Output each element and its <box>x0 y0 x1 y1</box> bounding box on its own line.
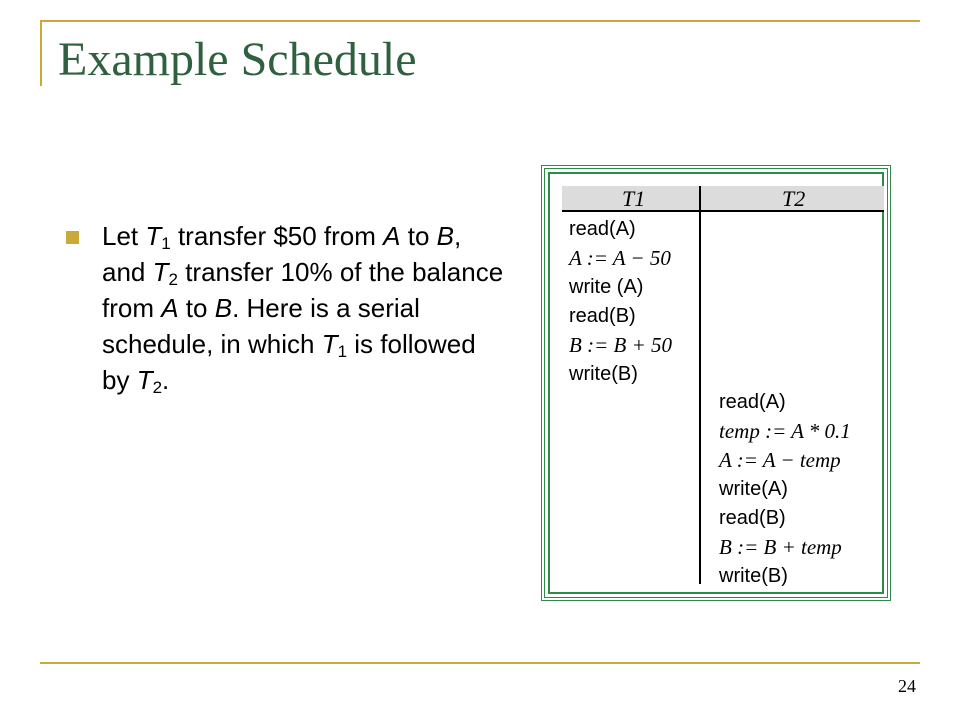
operation: write(B) <box>719 565 788 587</box>
operation: read(A) <box>569 218 636 240</box>
operation: write(A) <box>719 478 788 500</box>
left-border-line <box>40 20 42 86</box>
operation: B := B + 50 <box>569 333 672 357</box>
column-header-t2: T2 <box>782 186 806 211</box>
square-bullet-icon <box>66 231 79 244</box>
operation: write (A) <box>569 276 644 298</box>
top-border-line <box>40 20 920 22</box>
operation: read(B) <box>569 305 636 327</box>
column-divider <box>699 186 701 584</box>
bottom-border-line <box>40 662 920 664</box>
operation: read(B) <box>719 507 786 529</box>
t1-operations <box>569 215 672 389</box>
schedule-figure <box>541 165 891 601</box>
column-header-t1: T1 <box>622 186 646 211</box>
operation: B := B + temp <box>719 535 842 559</box>
operation: temp := A * 0.1 <box>719 419 851 443</box>
operation: read(A) <box>719 391 786 413</box>
bullet-item <box>66 218 506 398</box>
page-number: 24 <box>898 676 916 696</box>
slide-title: Example Schedule <box>58 33 417 86</box>
bullet-text: Let $T_1$ transfer $50 from A to B, and $T_2$ transfer 10% of the balance from A to B. Here is a serial schedule, in which $T_1$ is followed by $T_2$. <box>102 221 504 397</box>
schedule-table <box>548 172 884 594</box>
table-header <box>562 186 884 212</box>
operation: write(B) <box>569 363 638 385</box>
operation: A := A − 50 <box>569 246 671 270</box>
operation: A := A − temp <box>719 448 841 472</box>
t2-operations <box>719 388 851 591</box>
